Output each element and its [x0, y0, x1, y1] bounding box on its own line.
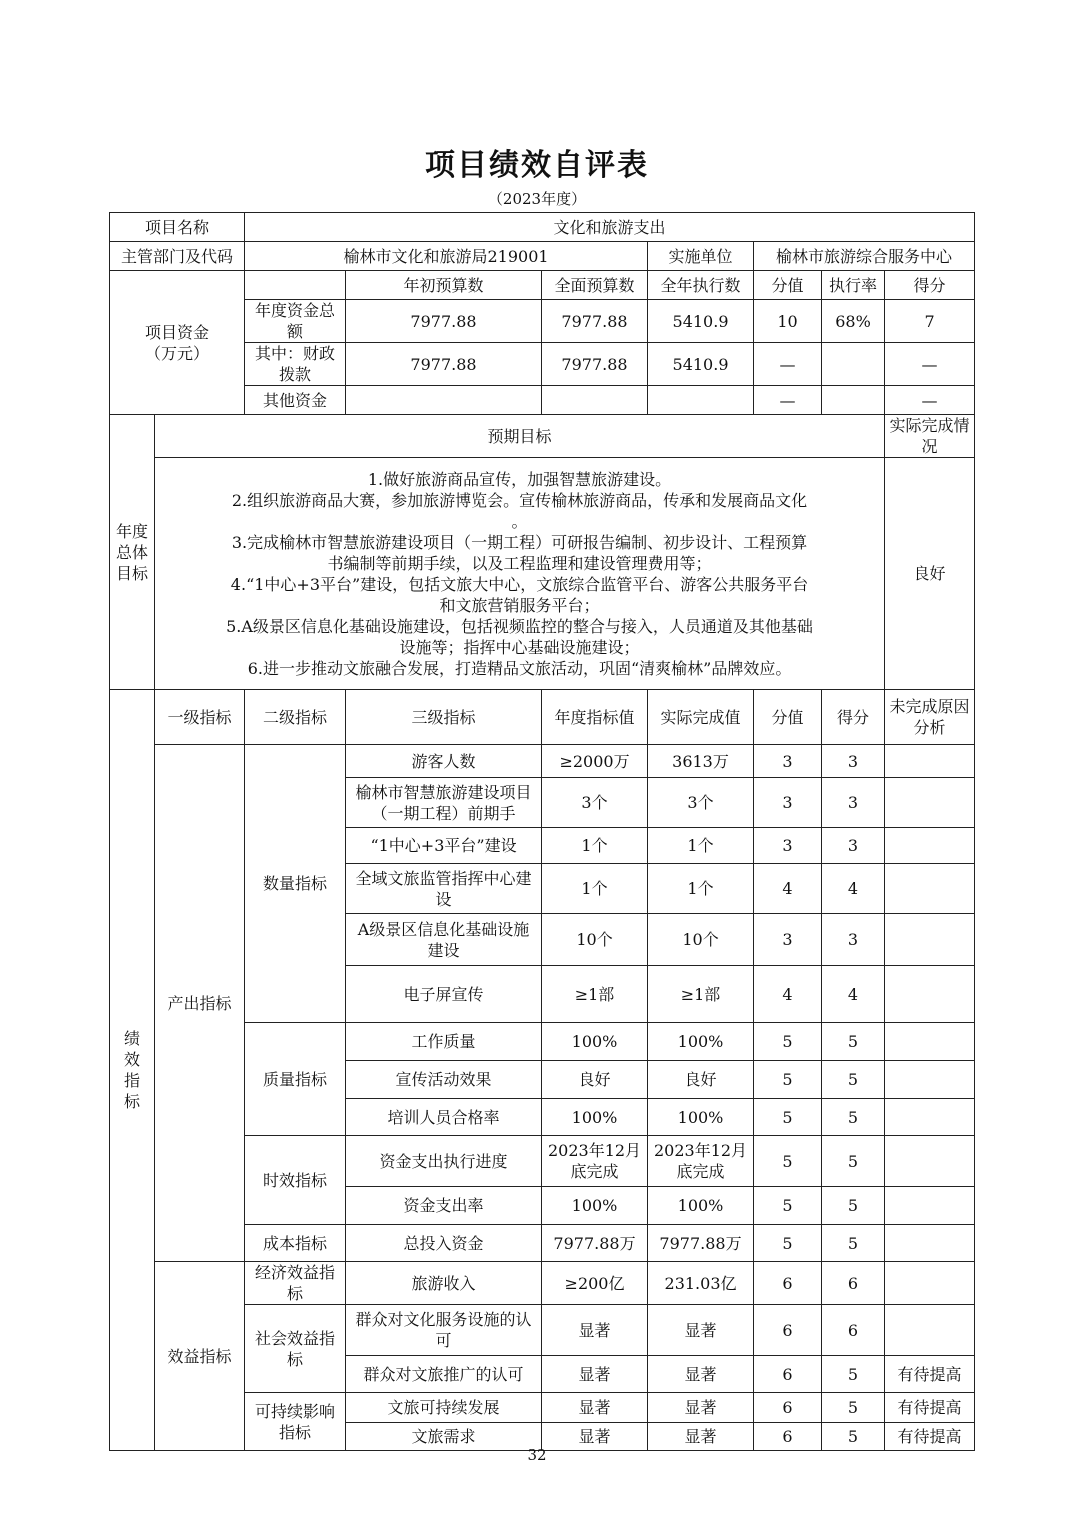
indicator-weight: 5: [754, 1061, 822, 1099]
level2-sustain: 可持续影响指标: [245, 1393, 346, 1451]
indicator-weight: 5: [754, 1023, 822, 1061]
header-actual-value: 实际完成值: [648, 690, 754, 745]
funds-row-label: 其中：财政拨款: [245, 343, 346, 386]
indicator-reason: 有待提高: [885, 1423, 975, 1451]
goal-line: 和文旅营销服务平台；: [439, 595, 600, 615]
indicator-side-label: [110, 690, 155, 1451]
indicator-name: 培训人员合格率: [346, 1099, 542, 1136]
implementer-value: 榆林市旅游综合服务中心: [754, 242, 975, 271]
indicator-reason: [885, 1023, 975, 1061]
funds-header-row: [110, 271, 975, 300]
funds-header-blank: [245, 271, 346, 300]
indicator-actual: 3个: [648, 778, 754, 828]
goal-line: 4.“1中心+3平台”建设，包括文旅大中心，文旅综合监管平台、游客公共服务平台: [230, 574, 809, 594]
level2-social: 社会效益指标: [245, 1305, 346, 1393]
indicator-actual: 显著: [648, 1305, 754, 1356]
funds-cell: 7: [885, 300, 975, 343]
funds-label: [110, 271, 245, 415]
indicator-target: 1个: [542, 828, 648, 864]
funds-cell: [542, 386, 648, 415]
indicator-target: 10个: [542, 914, 648, 966]
page-number: 32: [527, 1446, 547, 1464]
indicator-actual: 100%: [648, 1099, 754, 1136]
indicator-reason: [885, 1061, 975, 1099]
level2-quantity: 数量指标: [245, 745, 346, 1023]
indicator-score: 4: [822, 864, 885, 914]
funds-cell: 7977.88: [542, 300, 648, 343]
header-level2: 二级指标: [245, 690, 346, 745]
indicator-score: 5: [822, 1225, 885, 1262]
funds-label-line1: 项目资金: [145, 322, 210, 342]
funds-cell: 7977.88: [346, 300, 542, 343]
project-name-value: 文化和旅游支出: [245, 213, 975, 242]
funds-cell: 68%: [822, 300, 885, 343]
goals-side-label: [110, 415, 155, 690]
indicator-weight: 5: [754, 1099, 822, 1136]
indicator-score: 5: [822, 1393, 885, 1423]
indicator-row: [110, 745, 975, 778]
goals-header-row: [110, 415, 975, 458]
indicator-weight: 5: [754, 1136, 822, 1187]
implementer-label: 实施单位: [648, 242, 754, 271]
header-score: 得分: [822, 690, 885, 745]
indicator-name: 旅游收入: [346, 1262, 542, 1305]
indicator-score: 5: [822, 1423, 885, 1451]
performance-table: [109, 212, 975, 1451]
document-year: （2023年度）: [487, 190, 587, 208]
indicator-actual: 1个: [648, 864, 754, 914]
goal-line: 2.组织旅游商品大赛，参加旅游博览会。宣传榆林旅游商品，传承和发展商品文化: [231, 490, 808, 510]
indicator-weight: 3: [754, 778, 822, 828]
indicator-score: 5: [822, 1023, 885, 1061]
indicator-actual: 良好: [648, 1061, 754, 1099]
indicator-actual: 1个: [648, 828, 754, 864]
indicator-actual: 显著: [648, 1393, 754, 1423]
indicator-weight: 4: [754, 864, 822, 914]
indicator-name: 群众对文化服务设施的认可: [346, 1305, 542, 1356]
goal-line: 。: [511, 511, 528, 531]
expected-goals-text: [155, 458, 885, 690]
funds-row-label: 年度资金总额: [245, 300, 346, 343]
indicator-weight: 6: [754, 1393, 822, 1423]
indicator-weight: 6: [754, 1423, 822, 1451]
indicator-target: 3个: [542, 778, 648, 828]
indicator-actual: 显著: [648, 1356, 754, 1393]
level2-cost: 成本指标: [245, 1225, 346, 1262]
indicator-side-label-char: 标: [123, 1092, 140, 1111]
indicator-name: 资金支出执行进度: [346, 1136, 542, 1187]
indicator-name: 宣传活动效果: [346, 1061, 542, 1099]
indicator-side-label-char: 效: [123, 1050, 140, 1069]
funds-cell: 10: [754, 300, 822, 343]
indicator-name: 电子屏宣传: [346, 966, 542, 1023]
indicator-score: 6: [822, 1262, 885, 1305]
indicator-name: 文旅可持续发展: [346, 1393, 542, 1423]
funds-cell: —: [885, 343, 975, 386]
indicator-target: 2023年12月底完成: [542, 1136, 648, 1187]
funds-cell: 5410.9: [648, 300, 754, 343]
indicator-reason: [885, 1136, 975, 1187]
funds-cell: —: [754, 343, 822, 386]
indicator-score: 6: [822, 1305, 885, 1356]
indicator-side-label-char: 绩: [123, 1029, 140, 1048]
indicator-header-row: [110, 690, 975, 745]
indicator-score: 5: [822, 1099, 885, 1136]
indicator-target: 良好: [542, 1061, 648, 1099]
goal-line: 书编制等前期手续，以及工程监理和建设管理费用等；: [327, 553, 712, 573]
expected-goal-header: 预期目标: [155, 415, 885, 458]
indicator-score: 5: [822, 1061, 885, 1099]
indicator-target: 1个: [542, 864, 648, 914]
level2-economic: 经济效益指标: [245, 1262, 346, 1305]
funds-cell: 5410.9: [648, 343, 754, 386]
indicator-reason: 有待提高: [885, 1356, 975, 1393]
indicator-weight: 3: [754, 828, 822, 864]
indicator-weight: 6: [754, 1305, 822, 1356]
indicator-weight: 6: [754, 1356, 822, 1393]
indicator-weight: 4: [754, 966, 822, 1023]
header-reason: 未完成原因分析: [885, 690, 975, 745]
goal-line: 5.A级景区信息化基础设施建设，包括视频监控的整合与接入，人员通道及其他基础: [226, 616, 813, 636]
goal-line: 设施等；指挥中心基础设施建设；: [399, 637, 640, 657]
indicator-reason: [885, 864, 975, 914]
indicator-reason: [885, 966, 975, 1023]
level2-time: 时效指标: [245, 1136, 346, 1225]
goals-side-label-line: 目标: [115, 563, 148, 583]
indicator-target: 7977.88万: [542, 1225, 648, 1262]
goals-side-label-line: 年度: [115, 521, 148, 541]
header-annual-target: 年度指标值: [542, 690, 648, 745]
indicator-target: ≥200亿: [542, 1262, 648, 1305]
indicator-reason: [885, 1305, 975, 1356]
level1-output: 产出指标: [155, 745, 245, 1262]
indicator-name: 总投入资金: [346, 1225, 542, 1262]
indicator-target: 显著: [542, 1393, 648, 1423]
indicator-actual: 显著: [648, 1423, 754, 1451]
funds-cell: 7977.88: [346, 343, 542, 386]
indicator-actual: 3613万: [648, 745, 754, 778]
indicator-reason: [885, 1099, 975, 1136]
funds-header-score: 得分: [885, 271, 975, 300]
project-name-row: [110, 213, 975, 242]
indicator-target: ≥2000万: [542, 745, 648, 778]
indicator-target: 100%: [542, 1023, 648, 1061]
indicator-weight: 5: [754, 1225, 822, 1262]
indicator-weight: 5: [754, 1187, 822, 1225]
indicator-reason: 有待提高: [885, 1393, 975, 1423]
indicator-name: 游客人数: [346, 745, 542, 778]
actual-completion-value: 良好: [885, 458, 975, 690]
indicator-target: 100%: [542, 1187, 648, 1225]
indicator-actual: 100%: [648, 1187, 754, 1225]
indicator-score: 3: [822, 828, 885, 864]
funds-header-initial-budget: 年初预算数: [346, 271, 542, 300]
indicator-actual: ≥1部: [648, 966, 754, 1023]
goal-line: 6.进一步推动文旅融合发展，打造精品文旅活动，巩固“清爽榆林”品牌效应。: [247, 658, 792, 678]
goals-side-label-line: 总体: [115, 542, 148, 562]
department-row: [110, 242, 975, 271]
indicator-score: 3: [822, 914, 885, 966]
project-name-label: 项目名称: [110, 213, 245, 242]
indicator-name: A级景区信息化基础设施建设: [346, 914, 542, 966]
funds-cell: [822, 386, 885, 415]
indicator-actual: 10个: [648, 914, 754, 966]
level2-quality: 质量指标: [245, 1023, 346, 1136]
indicator-name: 群众对文旅推广的认可: [346, 1356, 542, 1393]
indicator-name: 全域文旅监管指挥中心建设: [346, 864, 542, 914]
actual-completion-header: 实际完成情况: [885, 415, 975, 458]
indicator-score: 3: [822, 778, 885, 828]
document-title: 项目绩效自评表: [425, 148, 649, 183]
indicator-reason: [885, 914, 975, 966]
indicator-target: 显著: [542, 1305, 648, 1356]
indicator-name: 资金支出率: [346, 1187, 542, 1225]
indicator-actual: 7977.88万: [648, 1225, 754, 1262]
funds-row-label: 其他资金: [245, 386, 346, 415]
indicator-target: 显著: [542, 1423, 648, 1451]
funds-header-rate: 执行率: [822, 271, 885, 300]
indicator-reason: [885, 745, 975, 778]
department-label: 主管部门及代码: [110, 242, 245, 271]
indicator-row: [110, 1262, 975, 1305]
indicator-name: “1中心+3平台”建设: [346, 828, 542, 864]
indicator-reason: [885, 1262, 975, 1305]
funds-header-weight: 分值: [754, 271, 822, 300]
indicator-weight: 3: [754, 745, 822, 778]
indicator-reason: [885, 778, 975, 828]
header-level3: 三级指标: [346, 690, 542, 745]
indicator-actual: 100%: [648, 1023, 754, 1061]
indicator-target: 显著: [542, 1356, 648, 1393]
indicator-actual: 2023年12月底完成: [648, 1136, 754, 1187]
funds-cell: —: [754, 386, 822, 415]
indicator-target: ≥1部: [542, 966, 648, 1023]
indicator-reason: [885, 1225, 975, 1262]
goal-line: 1.做好旅游商品宣传，加强智慧旅游建设。: [367, 469, 672, 489]
indicator-score: 3: [822, 745, 885, 778]
indicator-score: 4: [822, 966, 885, 1023]
department-value: 榆林市文化和旅游局219001: [245, 242, 648, 271]
indicator-reason: [885, 828, 975, 864]
indicator-score: 5: [822, 1187, 885, 1225]
funds-header-executed: 全年执行数: [648, 271, 754, 300]
indicator-name: 文旅需求: [346, 1423, 542, 1451]
indicator-score: 5: [822, 1356, 885, 1393]
header-level1: 一级指标: [155, 690, 245, 745]
indicator-score: 5: [822, 1136, 885, 1187]
indicator-weight: 6: [754, 1262, 822, 1305]
indicator-actual: 231.03亿: [648, 1262, 754, 1305]
funds-cell: —: [885, 386, 975, 415]
indicator-reason: [885, 1187, 975, 1225]
funds-cell: [346, 386, 542, 415]
indicator-target: 100%: [542, 1099, 648, 1136]
funds-cell: [648, 386, 754, 415]
indicator-weight: 3: [754, 914, 822, 966]
level1-benefit: 效益指标: [155, 1262, 245, 1451]
header-weight: 分值: [754, 690, 822, 745]
indicator-name: 工作质量: [346, 1023, 542, 1061]
funds-label-line2: （万元）: [145, 343, 210, 363]
goals-content-row: [110, 458, 975, 690]
funds-header-full-budget: 全面预算数: [542, 271, 648, 300]
indicator-name: 榆林市智慧旅游建设项目（一期工程）前期手: [346, 778, 542, 828]
funds-cell: 7977.88: [542, 343, 648, 386]
funds-cell: [822, 343, 885, 386]
indicator-side-label-char: 指: [123, 1071, 140, 1090]
goal-line: 3.完成榆林市智慧旅游建设项目（一期工程）可研报告编制、初步设计、工程预算: [231, 532, 808, 552]
